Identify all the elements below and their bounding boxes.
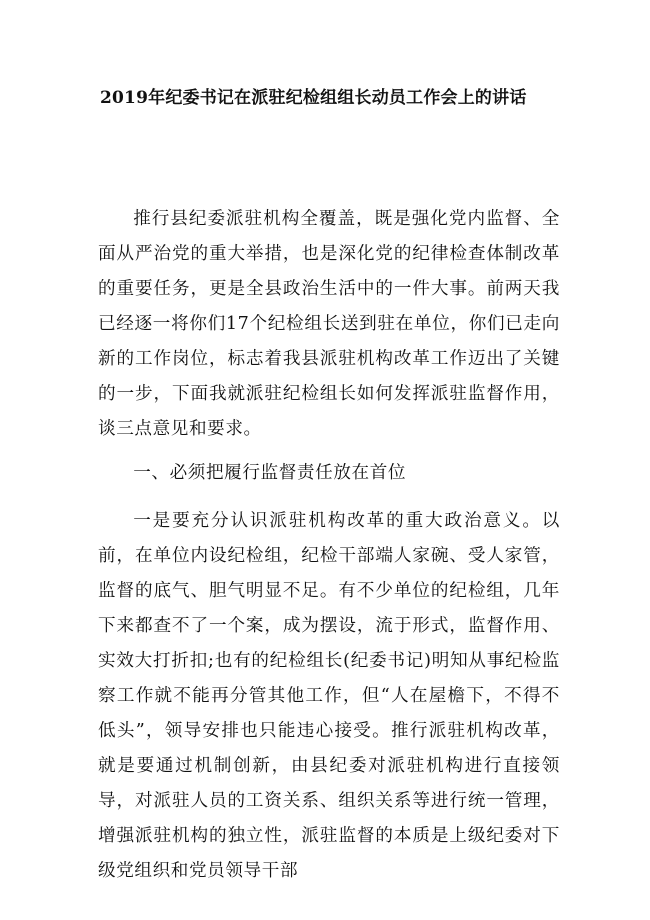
paragraph-intro: 推行县纪委派驻机构全覆盖，既是强化党内监督、全面从严治党的重大举措，也是深化党的纪律检查体制改革的重要任务，更是全县政治生活中的一件大事。前两天我已经逐一将你们17个纪检组长送到驻在单位，你们已走向新的工作岗位，标志着我县派驻机构改革工作迈出了关键的一步，下面我就派驻纪检组长如何发挥派驻监督作用，谈三点意见和要求。	[98, 209, 560, 439]
paragraph-point-1: 一是要充分认识派驻机构改革的重大政治意义。以前，在单位内设纪检组，纪检干部端人家碗、受人家管，监督的底气、胆气明显不足。有不少单位的纪检组，几年下来都查不了一个案，成为摆设，流于形式，监督作用、实效大打折扣;也有的纪检组长(纪委书记)明知从事纪检监察工作就不能再分管其他工作，但“人在屋檐下，不得不低头”，领导安排也只能违心接受。推行派驻机构改革，就是要通过机制创新，由县纪委对派驻机构进行直接领导，对派驻人员的工资关系、组织关系等进行统一管理，增强派驻机构的独立性，派驻监督的本质是上级纪委对下级党组织和党员领导干部	[98, 511, 560, 881]
document-title: 2019年纪委书记在派驻纪检组组长动员工作会上的讲话	[100, 88, 527, 108]
document-body	[98, 202, 560, 898]
section-heading-1: 一、必须把履行监督责任放在首位	[133, 463, 407, 483]
